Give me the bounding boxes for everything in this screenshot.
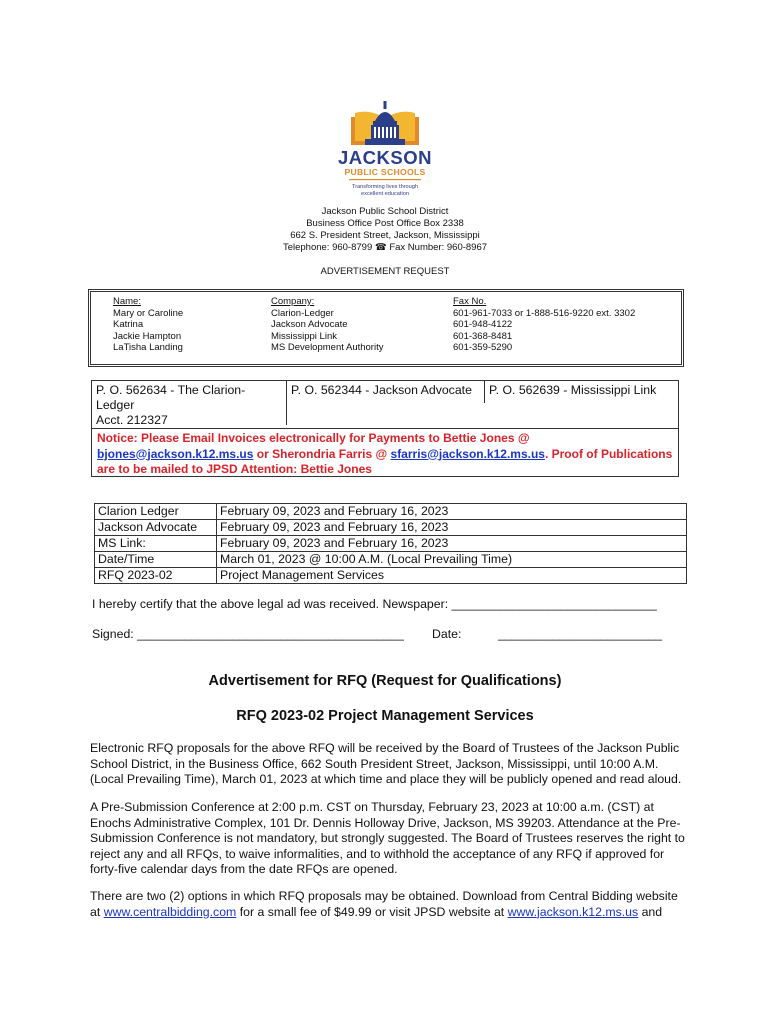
contact-fax: 601-948-4122 [453,319,513,330]
contact-company: Jackson Advocate [271,319,348,330]
ad-heading: Advertisement for RFQ (Request for Qualifications) [208,673,562,689]
certify-line: I hereby certify that the above legal ad was received. Newspaper: ______________________________ [92,597,657,611]
table-row [95,552,687,568]
schedule-label: Clarion Ledger [95,504,217,520]
contact-name: LaTisha Landing [113,342,183,353]
email-link-bjones[interactable]: bjones@jackson.k12.ms.us [97,446,254,461]
contact-company: Clarion-Ledger [271,307,334,319]
para-text: There are two (2) options in which RFQ proposals may be obtained. Download from Central Bidding website at [90,889,678,919]
date-blank: ________________________ [498,627,663,641]
notice-text: Notice: Please Email Invoices electronically for Payments to Bettie Jones @ [97,431,530,445]
contact-name: Katrina [113,319,144,330]
jpsd-website-link[interactable]: www.jackson.k12.ms.us [507,904,639,919]
signed-line: Signed: _______________________________________ [92,627,404,641]
letterhead-line3: 662 S. President Street, Jackson, Mississippi [290,230,480,241]
po-jackson-advocate: P. O. 562344 - Jackson Advocate [287,381,485,403]
letterhead-line2: Business Office Post Office Box 2338 [306,218,464,229]
contacts-fax-header: Fax No. [453,296,487,307]
po-clarion-line1: P. O. 562634 - The Clarion- [96,383,246,397]
letterhead-line1: Jackson Public School District [321,206,449,217]
po-clarion-ledger [92,381,287,425]
schedule-value: February 09, 2023 and February 16, 2023 [217,520,687,536]
po-clarion-line2: Ledger [96,398,135,412]
publication-schedule-table [94,503,687,584]
contact-company: Mississippi Link [271,330,337,342]
paragraph-proposals: Electronic RFQ proposals for the above RFQ will be received by the Board of Trustees of the Jackson Public School District, in the Business Office, 662 South President Street, Jackson, Mississippi, until 10:00 A.M. (Local Prevailing Time), March 01, 2023 at which time and place they will be publicly opened and read aloud. [90,741,682,786]
logo-tagline-line1: Transforming lives through [351,184,419,190]
schedule-label: Date/Time [95,552,217,568]
contact-name: Mary or Caroline [113,307,184,319]
notice-text: . Proof of Publications are to be mailed to JPSD Attention: Bettie Jones [97,446,673,476]
paragraph-options [90,889,690,920]
contacts-name-header: Name: [113,296,141,307]
contact-fax: 601-368-8481 [453,330,513,342]
contacts-fax-column [453,296,635,354]
email-link-sfarris[interactable]: sfarris@jackson.k12.ms.us [390,446,545,461]
table-row [95,520,687,536]
schedule-value: Project Management Services [217,568,687,584]
contact-name: Jackie Hampton [113,330,182,342]
rfq-heading: RFQ 2023-02 Project Management Services [236,708,534,724]
logo-tagline-line2: excellent education [361,191,409,197]
schedule-label: Jackson Advocate [95,520,217,536]
logo-name-line1: JACKSON [338,147,432,168]
table-row [95,536,687,552]
advertisement-request-title: ADVERTISEMENT REQUEST [320,266,450,277]
contacts-company-column [271,296,383,354]
table-row [95,568,687,584]
para-text: and [638,904,663,919]
contact-fax: 601-961-7033 or 1-888-516-9220 ext. 3302 [453,307,636,319]
invoice-notice [92,428,678,480]
po-clarion-account: Acct. 212327 [96,413,168,427]
table-row [95,504,687,520]
jps-logo [335,95,435,205]
para-text: for a small fee of $49.99 or visit JPSD website at [236,904,508,919]
paragraph-conference: A Pre-Submission Conference at 2:00 p.m. CST on Thursday, February 23, 2023 at 10:00 a.m. (CST) at Enochs Administrative Complex, 101 Dr. Dennis Holloway Drive, Jackson, MS 39203. Attendance at the Pre-Submission Conference is not mandatory, but strongly suggested. The Board of Trustees reserves the right to reject any and all RFQs, to waive informalities, and to withhold the acceptance of any RFQ if approved for forty-five calendar days from the date RFQs are opened. [90,800,685,876]
letterhead [0,206,770,254]
logo-name-line2: PUBLIC SCHOOLS [344,167,426,177]
schedule-value: February 09, 2023 and February 16, 2023 [217,536,687,552]
po-table [91,380,679,477]
contacts-company-header: Company: [271,296,315,307]
centralbidding-link[interactable]: www.centralbidding.com [103,904,237,919]
schedule-value: March 01, 2023 @ 10:00 A.M. (Local Prevailing Time) [217,552,687,568]
schedule-value: February 09, 2023 and February 16, 2023 [217,504,687,520]
contact-fax: 601-359-5290 [453,342,513,353]
schedule-label: RFQ 2023-02 [95,568,217,584]
po-mississippi-link: P. O. 562639 - Mississippi Link [489,383,657,397]
contacts-name-column [113,296,183,354]
contacts-box [88,289,684,367]
notice-text: or Sherondria Farris @ [253,446,391,461]
schedule-label: MS Link: [95,536,217,552]
date-label: Date: [432,627,462,641]
letterhead-line4: Telephone: 960-8799 ☎ Fax Number: 960-8967 [282,242,488,253]
contact-company: MS Development Authority [271,342,384,353]
